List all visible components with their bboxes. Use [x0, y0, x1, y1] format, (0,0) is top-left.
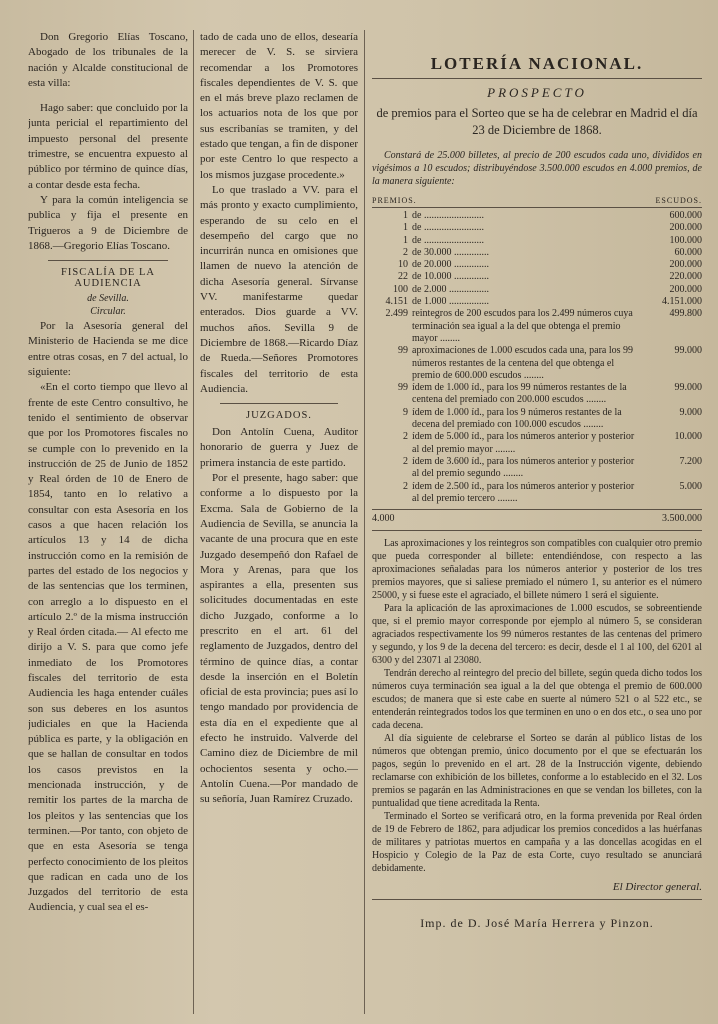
- paragraph: Para la aplicación de las aproximaciones de 1.000 escudos, se sobreentiende que, si el premio mayor corresponde por ejemplo al número 5, se consideran agraciados respectivamente los 99 números restantes de las centenas del primero y segundo, y los 9 de la decena del tercero: es decir, desde el 1 al 100, del 6201 al 6300 y del 23071 al 23080.: [372, 603, 702, 667]
- lottery-subtitle: PROSPECTO: [487, 85, 587, 100]
- column-rule: [193, 30, 194, 1014]
- prize-amount: 5.000: [679, 480, 702, 492]
- prize-count: 2: [403, 455, 408, 467]
- paragraph: Lo que traslado a VV. para el más pronto y exacto cumplimiento, esperando de su celo en el desempeño del cargo que no incurrirán nunca en omisiones que llamen de nuevo la atención de dicha Asesoría general. Sírvanse VV. manifestarme quedar enterados. Dios guarde a VV. muchos años. Sevilla 9 de Diciembre de 1868.—Ricardo Díaz de Rueda.—Señores Promotores fiscales del territorio de esta Audiencia.: [200, 183, 358, 395]
- prize-count: 10: [398, 259, 408, 271]
- section-title: FISCALÍA DE LA AUDIENCIA: [61, 267, 155, 290]
- prize-row: [372, 431, 702, 456]
- column-middle: [200, 30, 358, 808]
- lottery-title: LOTERÍA NACIONAL.: [372, 54, 702, 79]
- prize-row: [372, 382, 702, 407]
- prize-row: [372, 284, 702, 296]
- prize-description: ídem de 2.500 íd., para los números anterior y posterior al del premio tercero ........: [412, 480, 635, 504]
- signature: El Director general.: [612, 881, 702, 894]
- column-rule: [364, 30, 365, 1014]
- prize-count: 2: [403, 431, 408, 443]
- imprint: Imp. de D. José María Herrera y Pinzon.: [420, 916, 654, 931]
- prize-count: 99: [398, 345, 408, 357]
- prize-row: [372, 210, 702, 222]
- prize-row: [372, 481, 702, 506]
- prize-row: [372, 259, 702, 271]
- prize-amount: 4.151.000: [662, 296, 702, 308]
- paragraph: Tendrán derecho al reintegro del precio del billete, según queda dicho todos los números cuya terminación sea igual a la del que obtenga el premio de 600.000 escudos; de manera que si este cabe en suerte al número 521 o al 522 etc., se entenderán reintegrados todos los que terminen en uno o en dos etc., o sea uno por cada decena.: [372, 668, 702, 732]
- total-count: 4.000: [372, 513, 395, 525]
- column-right: [372, 30, 702, 931]
- prize-row: [372, 222, 702, 234]
- prize-row: [372, 247, 702, 259]
- prize-amount: 200.000: [669, 222, 702, 234]
- prize-description: de 1.000 ................: [412, 296, 489, 308]
- prize-count: 2: [403, 246, 408, 258]
- divider: [48, 260, 168, 261]
- prize-description: aproximaciones de 1.000 escudos cada una, para los 99 números restantes de la centena del que obtenga el premio de 600.000 escudos ........: [412, 345, 634, 381]
- prize-amount: 200.000: [669, 283, 702, 295]
- prize-description: de 10.000 ..............: [412, 271, 489, 283]
- prize-description: ídem de 1.000 íd., para los 99 números restantes de la centena del premiado con 200.000 escudos ........: [412, 382, 627, 406]
- prize-description: reintegros de 200 escudos para los 2.499 números cuya terminación sea igual a la del que obtenga el premio mayor ........: [412, 308, 633, 344]
- prize-row: [372, 456, 702, 481]
- prize-table: [372, 210, 702, 505]
- paragraph: Hago saber: que concluido por la junta pericial el repartimiento del impuesto personal del presente trimestre, se encuentra expuesto al público por término de quince días, a contar desde esta fecha.: [28, 102, 188, 191]
- lottery-intro: Constará de 25.000 billetes, al precio de 200 escudos cada uno, divididos en vigésimos a 10 escudos; distribuyéndose 3.500.000 escudos en 4.000 premios, de la manera siguiente:: [372, 150, 702, 187]
- paragraph: «En el corto tiempo que llevo al frente de este Centro consultivo, he tenido el sentimiento de observar que por los Promotores fiscales no se cumple con lo prevenido en la instrucción de 25 de Junio de 1852 y Real órden de 10 de Enero de 1854, tanto en lo relativo a consultar con esta Asesoría en los casos a que hacen relación los artículos 13 y 14 de dicha instrucción como en la remisión de partes del estado de los negocios y de las sentencias que los terminen, con arreglo a lo dispuesto en el artículo 2.º de la misma instrucción y Real órden citada.— Al efecto me dirijo a V. S. para que como jefe inmediato de los Promotores fiscales del territorio de esta Audiencia les haga entender cuáles son sus deberes en los asuntos judiciales en que la Hacienda pública es parte, y la obligación en que se hallan de consultar en todos los casos previstos en la mencionada instrucción, y de remitir los partes de la marcha de los pleitos y las sentencias que los terminen.—Por tanto, con objeto de que en esta Asesoría se tenga perfecto conocimiento de los pleitos que radican en cada uno de los Juzgados del territorio de esta Audiencia, y cual sea el es-: [28, 381, 188, 914]
- paragraph: tado de cada uno de ellos, desearía merecer de V. S. se sirviera recomendar a los Promotores fiscales dependientes de V. S. que en el más breve plazo reclamen de los actuarios nota de los que por sus escribanías se tramiten, y del estado que tengan, a fin de disponer por este Centro lo que respecto a los mismos juzgase procedente.»: [200, 31, 358, 181]
- prize-amount: 10.000: [674, 431, 702, 443]
- prize-amount: 7.200: [679, 455, 702, 467]
- prize-header-left: PREMIOS.: [372, 196, 417, 205]
- prize-description: de 30.000 ..............: [412, 246, 489, 258]
- prize-count: 22: [398, 271, 408, 283]
- divider: [220, 403, 338, 404]
- paragraph: Por el presente, hago saber: que conforme a lo dispuesto por la Excma. Sala de Gobierno de la Audiencia de Sevilla, se anuncia la vacante de una procura que en este Juzgado desempeñó don Rafael de Mora y Arenas, para que los aspirantes a ella, presenten sus solicitudes documentadas en este dicho Juzgado, conforme a lo prescrito en el art. 61 del reglamento de Juzgados, dentro del término de quince días, a contar desde la inserción en el Boletín oficial de esta provincia; pues así lo tengo mandado por providencia de esta día en el expediente que al efecto he instruido. Valverde del Camino diez de Diciembre de mil ochocientos sesenta y ocho.—Antolín Cuena.—Por mandado de su señoría, Juan Ramírez Cruzado.: [200, 472, 358, 806]
- prize-amount: 99.000: [674, 382, 702, 394]
- prize-row: [372, 271, 702, 283]
- prize-row: [372, 296, 702, 308]
- prize-description: de 20.000 ..............: [412, 259, 489, 271]
- prize-count: 4.151: [385, 296, 408, 308]
- prize-description: ídem de 5.000 íd., para los números anterior y posterior al del premio mayor ........: [412, 431, 635, 455]
- prize-row: [372, 345, 702, 382]
- paragraph: Al día siguiente de celebrarse el Sorteo se darán al público listas de los números que obtengan premio, único documento por el que se efectuarán los pagos, según lo prevenido en el art. 28 de la Instrucción vigente, debiendo reclamarse con exhibición de los billetes, conforme a lo establecido en el 32. Los premios se pagarán en las Administraciones en que se vendan los billetes, con la puntualidad que tiene acreditada la Renta.: [372, 733, 702, 810]
- prize-row: [372, 308, 702, 345]
- prize-count: 9: [403, 406, 408, 418]
- prize-count: 2.499: [385, 308, 408, 320]
- paragraph: Por la Asesoría general del Ministerio de Hacienda se me dice entre otras cosas, en 7 del actual, lo siguiente:: [28, 320, 188, 379]
- prize-amount: 100.000: [669, 234, 702, 246]
- section-title: JUZGADOS.: [246, 410, 312, 422]
- prize-amount: 9.000: [679, 406, 702, 418]
- prize-description: de ........................: [412, 234, 484, 246]
- section-subtitle: Circular.: [90, 306, 126, 318]
- prize-row: [372, 235, 702, 247]
- divider: [372, 899, 702, 900]
- prize-amount: 99.000: [674, 345, 702, 357]
- prize-amount: 220.000: [669, 271, 702, 283]
- paragraph: Terminado el Sorteo se verificará otro, en la forma prevenida por Real órden de 19 de Febrero de 1862, para adjudicar los premios concedidos a las huérfanas de militares y patriotas muertos en campaña y a las doncellas acogidas en el Hospicio y Colegio de la Paz de esta Corte, cuyo resultado se anunciará debidamente.: [372, 811, 702, 875]
- prize-row: [372, 407, 702, 432]
- prize-description: de 2.000 ................: [412, 283, 489, 295]
- paragraph: Y para la común inteligencia se publica y fija el presente en Trigueros a 9 de Diciembre de 1868.—Gregorio Elías Toscano.: [28, 193, 188, 252]
- prize-description: de ........................: [412, 222, 484, 234]
- prize-amount: 600.000: [669, 210, 702, 221]
- prize-header-right: ESCUDOS.: [655, 196, 702, 205]
- total-amount: 3.500.000: [662, 513, 702, 525]
- prize-description: ídem de 1.000 íd., para los 9 números restantes de la decena del premiado con 100.000 escudos ........: [412, 406, 622, 431]
- prize-count: 1: [403, 222, 408, 234]
- paragraph: Don Antolín Cuena, Auditor honorario de guerra y Juez de primera instancia de este partido.: [200, 426, 358, 469]
- prize-count: 1: [403, 210, 408, 221]
- prize-count: 2: [403, 480, 408, 492]
- prize-amount: 200.000: [669, 259, 702, 271]
- paragraph: Las aproximaciones y los reintegros son compatibles con cualquier otro premio que pueda corresponder al billete: entendiéndose, con respecto a las aproximaciones señaladas para los números anterior y posterior de los tres premios mayores, que si saliese premiado el número 1, su anterior es el número 25000, y si fuese este el agraciado, el billete número 1 será el siguiente.: [372, 538, 702, 602]
- prize-count: 99: [398, 382, 408, 394]
- column-left: [28, 30, 188, 916]
- prize-count: 100: [393, 283, 408, 295]
- prize-total: [372, 509, 702, 524]
- prize-table-header: [372, 196, 702, 208]
- lottery-heading: de premios para el Sorteo que se ha de celebrar en Madrid el día 23 de Diciembre de 1868.: [376, 106, 698, 137]
- prize-count: 1: [403, 234, 408, 246]
- prize-description: de ........................: [412, 210, 484, 221]
- paragraph: Don Gregorio Elías Toscano, Abogado de los tribunales de la nación y Alcalde constitucional de esta villa:: [28, 31, 188, 89]
- section-subtitle: de Sevilla.: [87, 293, 129, 305]
- prize-amount: 60.000: [674, 246, 702, 258]
- prize-description: ídem de 3.600 íd., para los números anterior y posterior al del premio segundo ........: [412, 455, 635, 480]
- prize-amount: 499.800: [669, 308, 702, 320]
- divider: [372, 530, 702, 531]
